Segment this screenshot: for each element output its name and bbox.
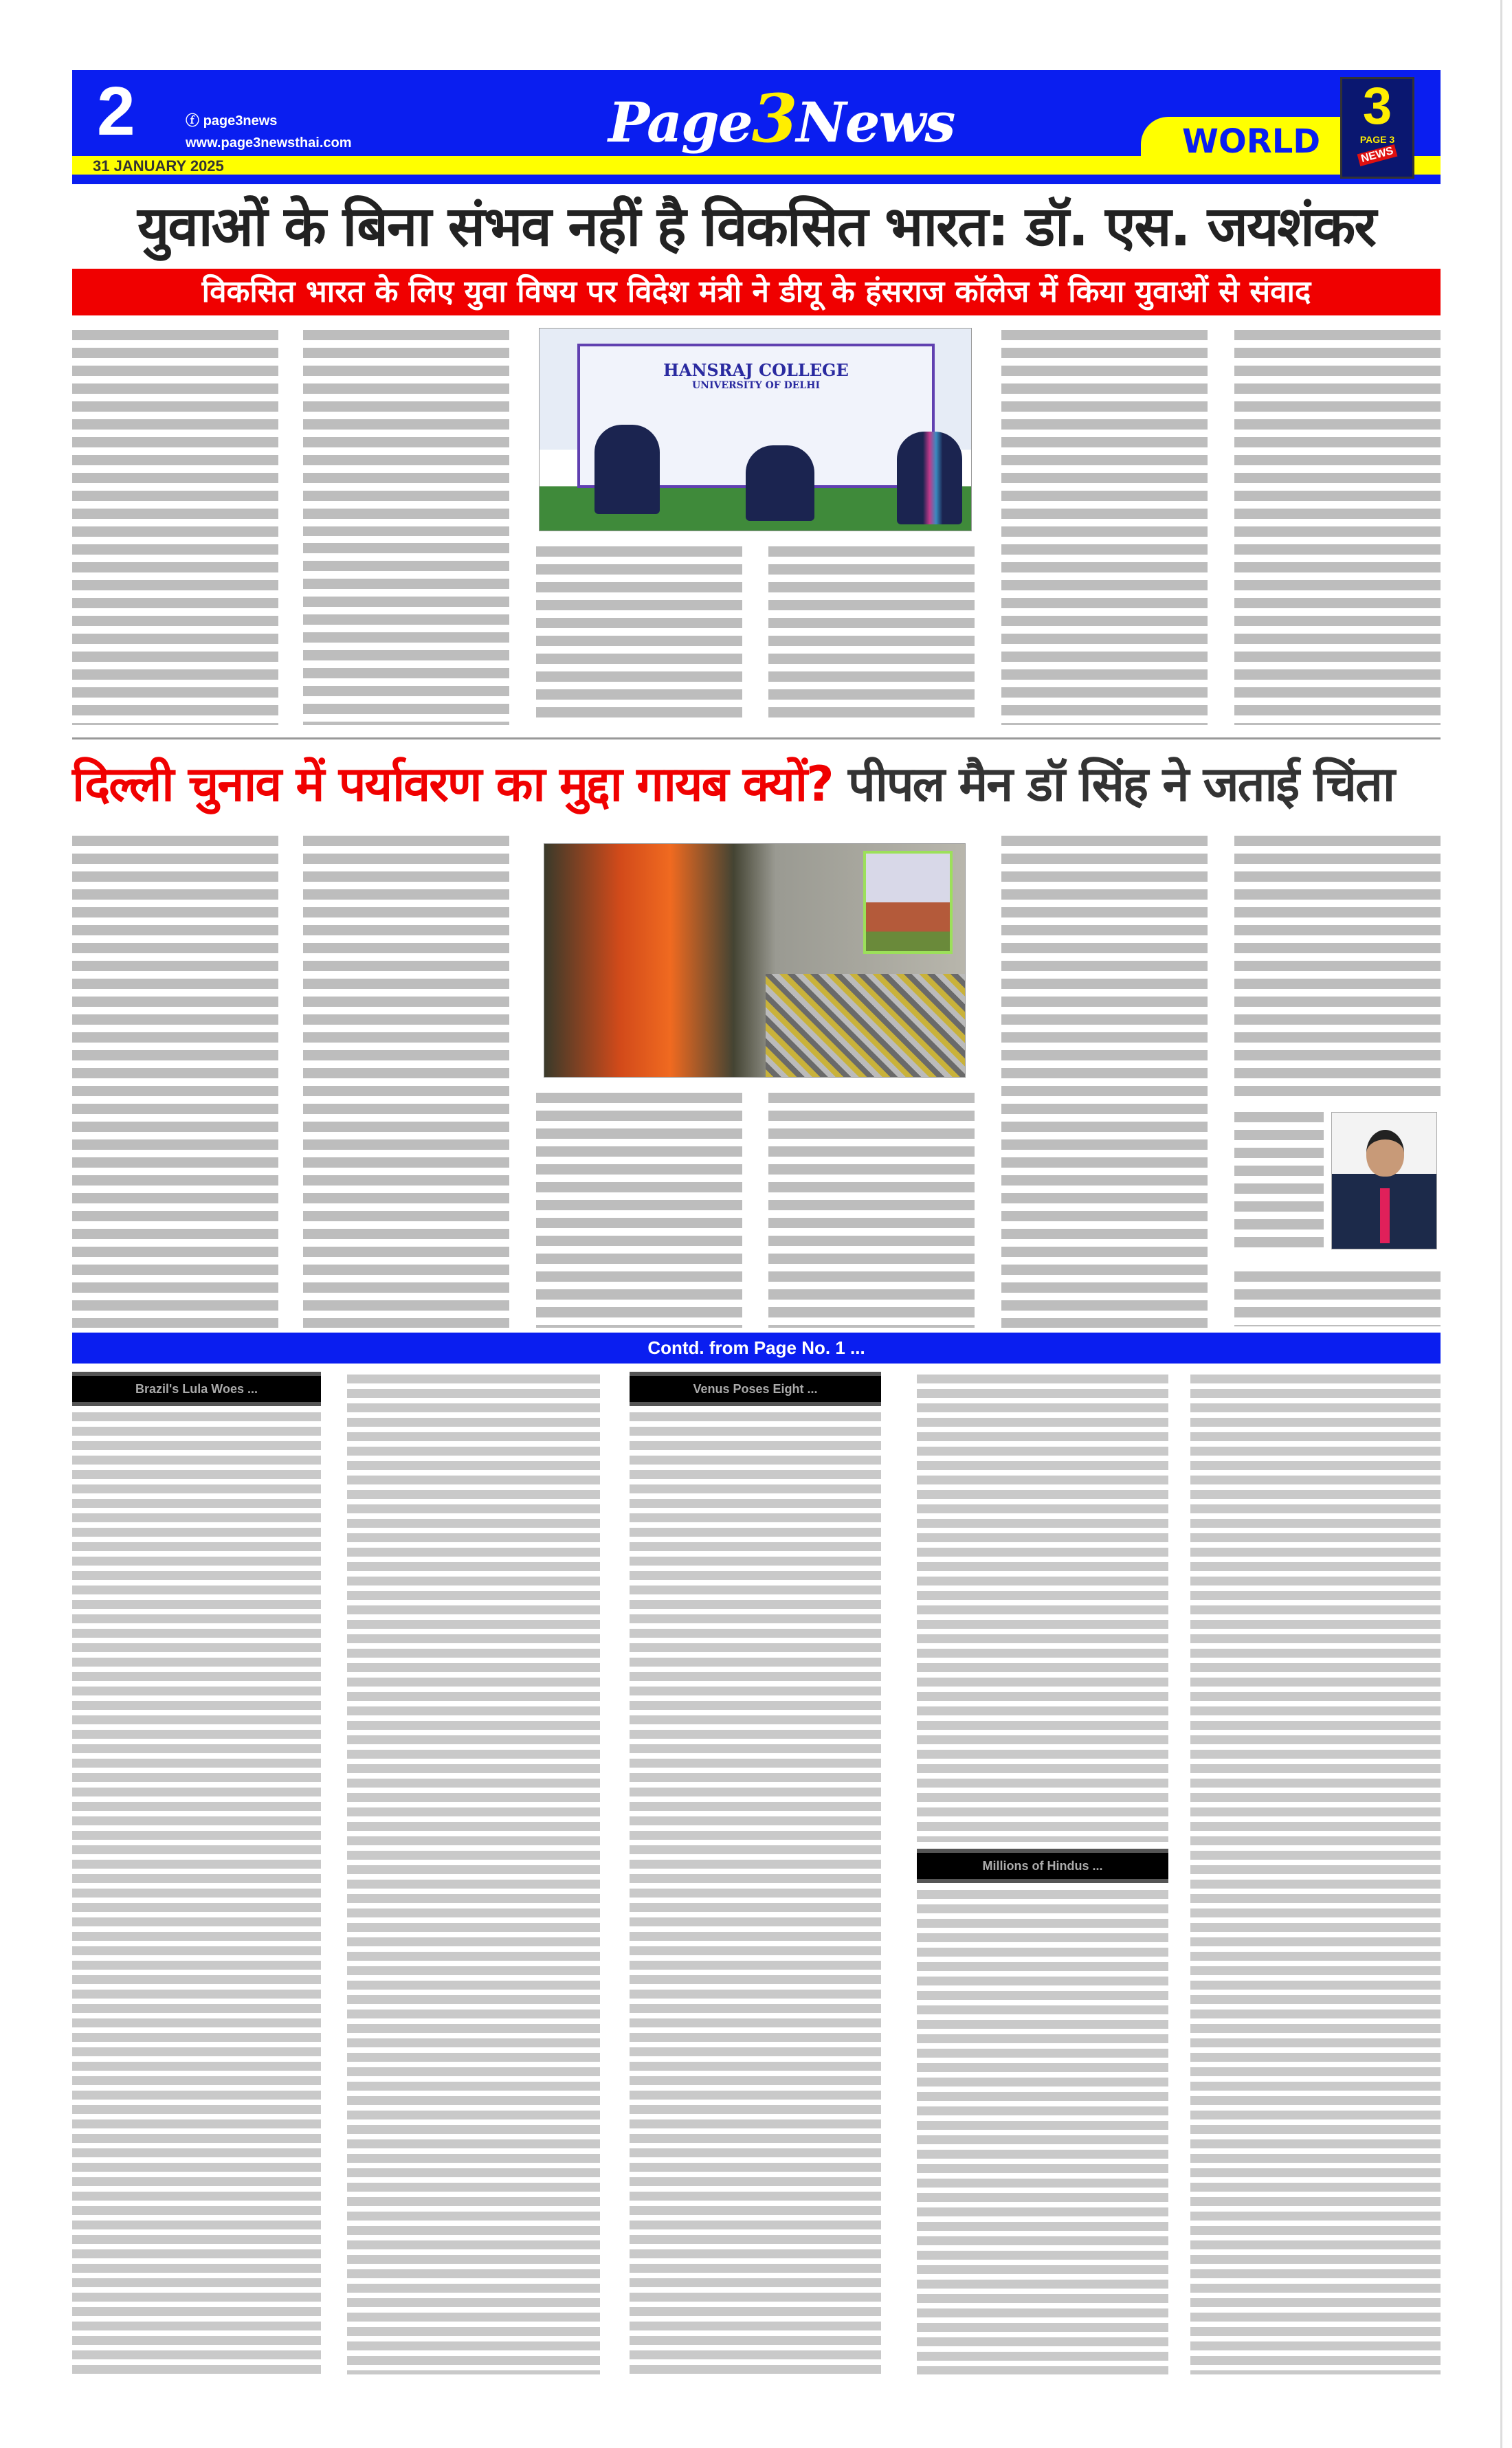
website-link[interactable]: www.page3newsthai.com <box>186 135 352 151</box>
story2-column-6 <box>1234 836 1441 1104</box>
social-links <box>186 110 352 154</box>
continued-column-1 <box>72 1412 321 2374</box>
story1-column-2 <box>303 330 509 536</box>
pollution-fire-photo <box>544 843 966 1078</box>
photo-banner-title: HANSRAJ COLLEGE <box>663 360 849 380</box>
masthead <box>72 70 1441 184</box>
social-handle[interactable]: page3news <box>203 113 278 129</box>
story2-headline <box>72 750 1441 819</box>
photo-banner-subtitle: UNIVERSITY OF DELHI <box>691 380 821 391</box>
speaker-center <box>746 445 814 521</box>
section-label: WORLD <box>1182 122 1321 161</box>
badge-number: 3 <box>1362 77 1392 135</box>
continued-column-3 <box>630 1412 881 2374</box>
portrait-tie <box>1380 1188 1390 1243</box>
page-number: 2 <box>97 73 135 150</box>
facebook-icon: ⓕ <box>186 113 203 129</box>
issue-date: 31 JANUARY 2025 <box>93 157 224 175</box>
story1-column-6 <box>1234 330 1441 725</box>
speaker-right <box>897 432 962 524</box>
story1-column-1 <box>72 330 278 725</box>
story2-column-6b <box>1234 1112 1324 1249</box>
continued-banner: Contd. from Page No. 1 ... <box>72 1333 1441 1364</box>
continued-box-label-3: Millions of Hindus ... <box>917 1849 1168 1883</box>
supreme-court-inset-photo <box>863 851 953 954</box>
story1-subheadline: विकसित भारत के लिए युवा विषय पर विदेश मंत्री ने डीयू के हंसराज कॉलेज में किया युवाओं से संवाद <box>72 269 1441 315</box>
continued-box-label-2: Venus Poses Eight ... <box>630 1372 881 1406</box>
continued-box-label-1: Brazil's Lula Woes ... <box>72 1372 321 1406</box>
continued-column-2 <box>347 1375 600 2374</box>
story1-column-2b <box>303 543 509 725</box>
story2-column-1 <box>72 836 278 1328</box>
portrait-face <box>1366 1130 1404 1177</box>
badge-news: NEWS <box>1357 144 1398 166</box>
story2-headline-red: दिल्ली चुनाव में पर्यावरण का मुद्दा गायब क्यों? <box>72 756 833 812</box>
traffic-smog-image <box>766 974 965 1077</box>
hansraj-college-event-photo <box>539 328 972 531</box>
newspaper-logo: Page3News <box>608 80 955 157</box>
page3-badge-logo <box>1340 77 1414 179</box>
badge-label: PAGE 3 <box>1359 134 1395 145</box>
continued-column-5 <box>1190 1375 1441 2374</box>
story1-column-4 <box>768 546 975 725</box>
story2-column-5 <box>1001 836 1208 1328</box>
section-divider <box>72 737 1441 739</box>
continued-column-4 <box>917 1375 1168 1842</box>
story2-column-3 <box>536 1093 742 1328</box>
story2-column-6c <box>1234 1271 1441 1326</box>
author-portrait-photo <box>1331 1112 1437 1249</box>
continued-column-4b <box>917 1890 1168 2374</box>
story2-column-2 <box>303 836 509 1328</box>
story2-column-4 <box>768 1093 975 1328</box>
story1-headline: युवाओं के बिना संभव नहीं है विकसित भारत: डॉ. एस. जयशंकर <box>137 194 1375 258</box>
story1-column-3 <box>536 546 742 725</box>
page-edge <box>1500 0 1502 2448</box>
story2-headline-black: पीपल मैन डॉ सिंह ने जताई चिंता <box>847 756 1394 812</box>
story1-column-5 <box>1001 330 1208 725</box>
speaker-left <box>594 425 660 514</box>
